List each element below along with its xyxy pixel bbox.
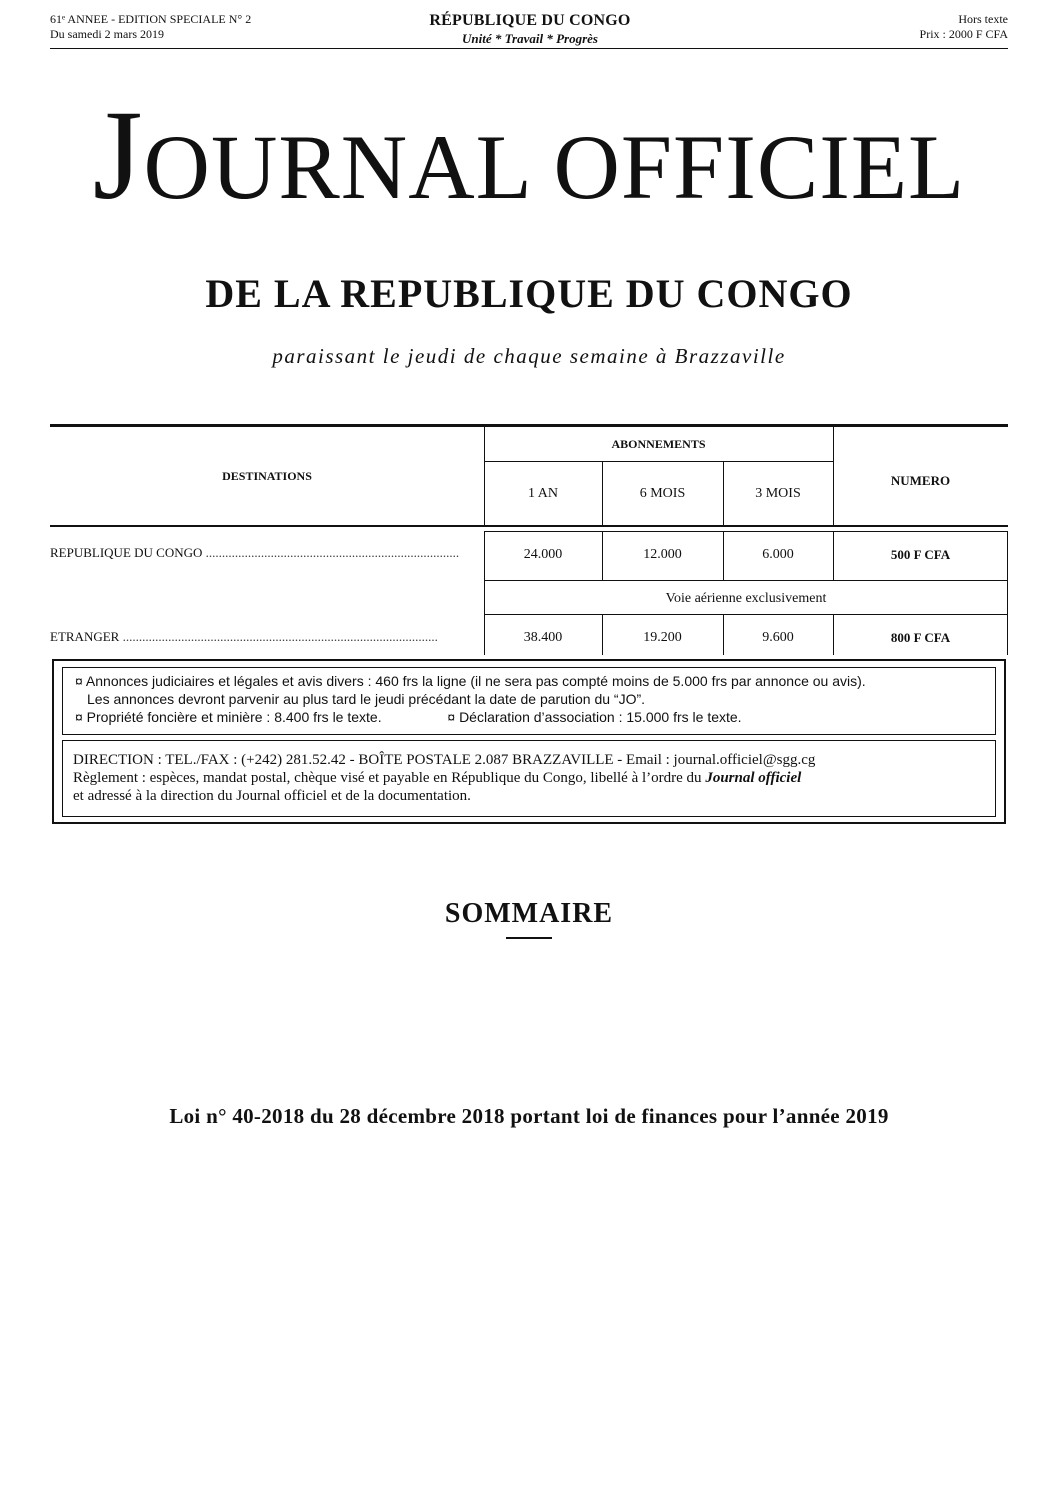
title-initial: J <box>92 84 144 226</box>
header-rule <box>50 48 1008 49</box>
adresse-line: et adressé à la direction du Journal officiel et de la documentation. <box>73 788 471 804</box>
table-divider <box>484 614 1008 615</box>
sommaire-rule <box>506 937 552 939</box>
declaration-association: ¤ Déclaration d’association : 15.000 frs le texte. <box>447 709 742 725</box>
propriete-fonciere: ¤ Propriété foncière et minière : 8.400 frs le texte. <box>75 709 382 725</box>
table-divider <box>484 580 1008 581</box>
price-info <box>920 12 1008 42</box>
direction-box <box>62 740 996 817</box>
period-3-mois: 3 MOIS <box>755 486 801 501</box>
journal-officiel-emphasis: Journal officiel <box>705 770 802 786</box>
reglement-line <box>73 769 985 787</box>
table-divider <box>50 525 1008 527</box>
annonces-box <box>62 667 996 735</box>
period-1-an: 1 AN <box>528 486 558 501</box>
country-header <box>350 11 710 47</box>
table-divider <box>484 531 1008 532</box>
annonces-line: ¤ Annonces judiciaires et légales et avis divers : 460 frs la ligne (il ne sera pas compté moins de 5.000 frs par annonce ou avis). <box>75 673 866 689</box>
table-divider <box>484 461 833 462</box>
destination-label: REPUBLIQUE DU CONGO <box>50 545 203 560</box>
price-cell: 19.200 <box>643 630 682 645</box>
table-row: ETRANGER ................................................................................................. <box>50 629 438 644</box>
table-row: REPUBLIQUE DU CONGO .............................................................................. <box>50 545 460 560</box>
destinations-header: DESTINATIONS <box>222 469 312 483</box>
sommaire-title: SOMMAIRE <box>444 898 614 929</box>
price-cell: 9.600 <box>762 630 794 645</box>
price-cell: 6.000 <box>762 547 794 562</box>
numero-header: NUMERO <box>890 473 951 488</box>
destination-label: ETRANGER <box>50 629 120 644</box>
numero-cell: 500 F CFA <box>890 547 951 562</box>
annonces-line <box>75 708 983 726</box>
voie-aerienne-note: Voie aérienne exclusivement <box>665 591 827 606</box>
price: Prix : 2000 F CFA <box>919 27 1008 41</box>
period-6-mois: 6 MOIS <box>639 486 686 501</box>
edition-number: 61ᵉ ANNEE - EDITION SPECIALE N° 2 <box>50 12 252 26</box>
edition-info <box>50 12 251 42</box>
journal-tagline: paraissant le jeudi de chaque semaine à Brazzaville <box>272 344 786 368</box>
price-cell: 24.000 <box>523 547 563 562</box>
title-rest: OURNAL OFFICIEL <box>143 116 966 218</box>
country-motto: Unité * Travail * Progrès <box>461 31 598 46</box>
abonnements-header: ABONNEMENTS <box>611 437 706 451</box>
country-name: RÉPUBLIQUE DU CONGO <box>429 12 631 29</box>
price-cell: 12.000 <box>643 547 682 562</box>
hors-texte: Hors texte <box>958 12 1008 26</box>
table-top-rule <box>50 424 1008 427</box>
price-cell: 38.400 <box>523 630 563 645</box>
annonces-line: Les annonces devront parvenir au plus tard le jeudi précédant la date de parution du “JO”. <box>87 691 646 707</box>
journal-subtitle: DE LA REPUBLIQUE DU CONGO <box>205 271 853 316</box>
edition-date: Du samedi 2 mars 2019 <box>50 27 164 41</box>
reglement-text: Règlement : espèces, mandat postal, chèque visé et payable en République du Congo, libellé à l’ordre du <box>73 770 706 786</box>
direction-contact: DIRECTION : TEL./FAX : (+242) 281.52.42 - BOÎTE POSTALE 2.087 BRAZZAVILLE - Email : journal.officiel@sgg.cg <box>73 752 816 768</box>
numero-cell: 800 F CFA <box>890 630 951 645</box>
loi-title: Loi n° 40-2018 du 28 décembre 2018 portant loi de finances pour l’année 2019 <box>169 1104 889 1128</box>
journal-title <box>0 84 1058 226</box>
